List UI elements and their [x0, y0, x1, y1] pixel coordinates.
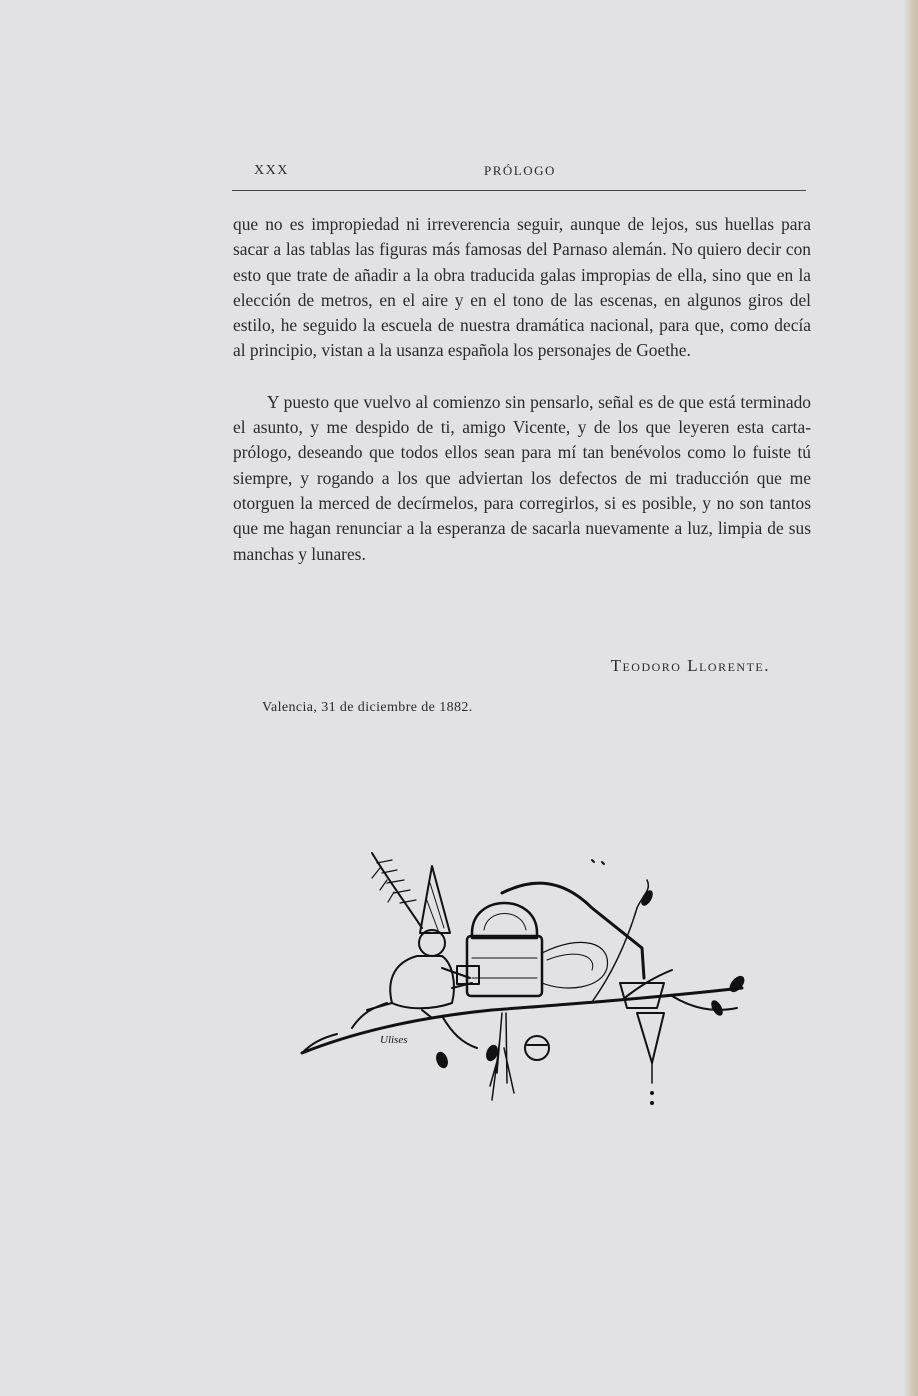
dateline: Valencia, 31 de diciembre de 1882. — [262, 700, 473, 715]
leaf — [727, 974, 746, 994]
paragraph-2: Y puesto que vuelvo al comienzo sin pensarlo, señal es de que está terminado el asunto, y me despido de ti, amigo Vicente, y de los que leyeren esta carta-prólogo, deseando que todos ellos sean para mí tan benévolos como lo fuiste tú siempre, y rogando a los que adviertan los defectos de mi traducción que me otorguen la merced de decírmelos, para corregirlos, si es posible, y no son tantos que me hagan renunciar a la esperanza de sacarla nuevamente a luz, limpia de sus manchas y lunares. — [233, 391, 811, 564]
hanging-pot — [525, 1036, 549, 1060]
body-text — [233, 212, 811, 567]
still-pipe — [502, 883, 644, 978]
feather — [372, 853, 422, 928]
paragraph-1: que no es impropiedad ni irreverencia seguir, aunque de lejos, sus huellas para sacar a las tablas las figuras más famosas del Parnaso alemán. No quiero decir con esto que trate de añadir a la obra traducida galas impropias de ella, sino que en la elección de metros, en el aire y en el tono de las escenas, en algunos giros del estilo, he seguido la escuela de nuestra dramática nacional, para que, como decía al principio, vistan a la usanza española los personajes de Goethe. — [233, 214, 811, 361]
vignette-illustration — [292, 838, 752, 1123]
page-edge — [904, 0, 918, 1396]
funnel — [637, 1013, 664, 1063]
page-number: XXX — [254, 163, 289, 178]
author-signature: Teodoro Llorente. — [610, 656, 770, 675]
running-head — [232, 160, 806, 184]
artist-signature: Ulises — [380, 1034, 408, 1046]
gnome-body — [390, 956, 454, 1008]
header-rule — [232, 190, 806, 191]
section-title: PRÓLOGO — [484, 163, 556, 178]
still-dome — [472, 903, 537, 938]
